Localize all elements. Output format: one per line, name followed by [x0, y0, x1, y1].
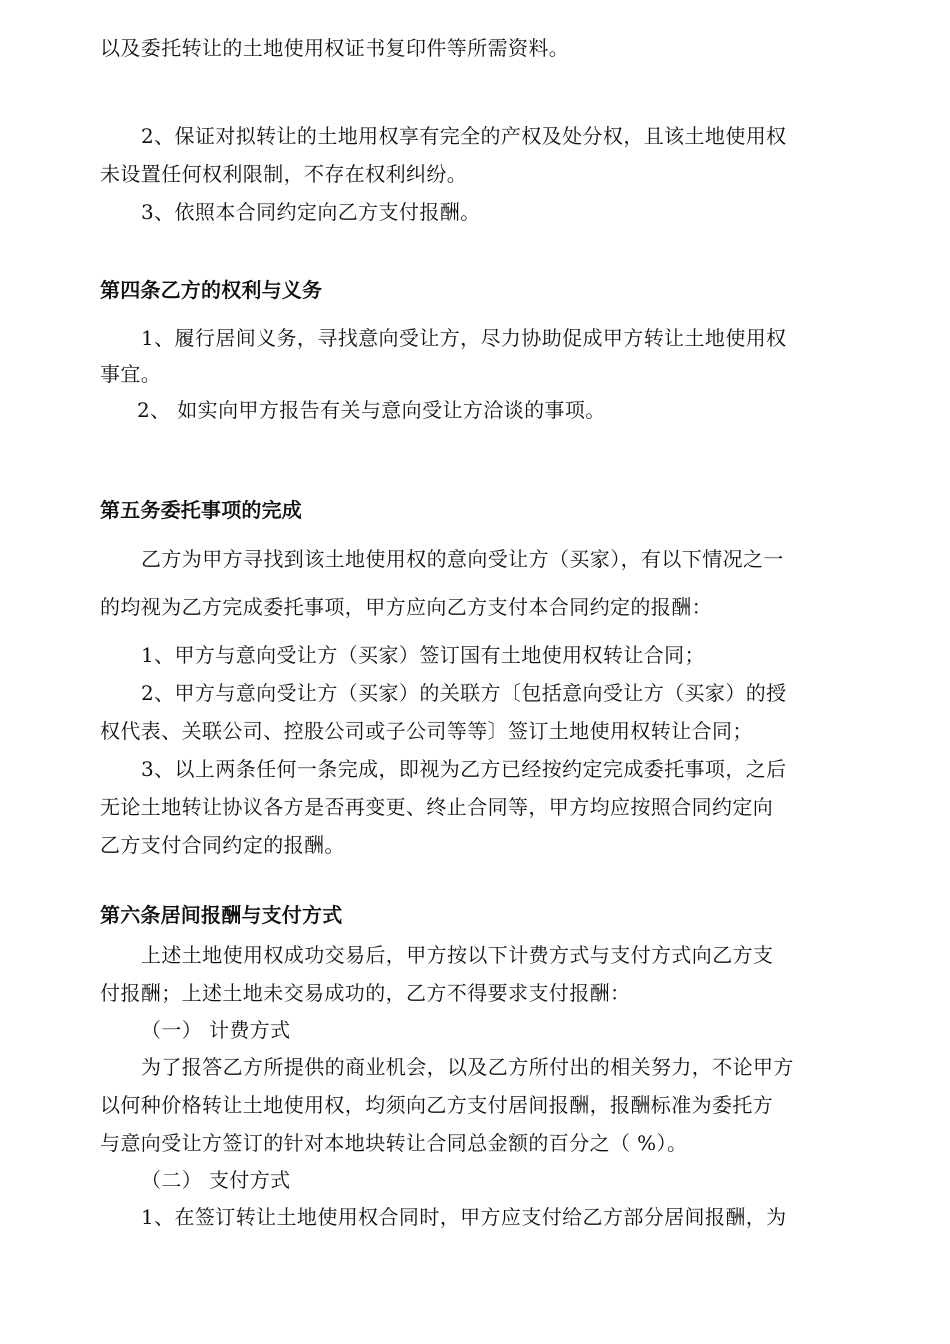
section-heading: 第六条居间报酬与支付方式 [100, 903, 343, 927]
paragraph-line: 以及委托转让的土地使用权证书复印件等所需资料。 [100, 36, 570, 60]
paragraph-line: 权代表、关联公司、控股公司或子公司等等〕签订土地使用权转让合同； [100, 719, 753, 743]
paragraph-line: 事宜。 [100, 362, 162, 386]
clause-item: 1、在签订转让土地使用权合同时，甲方应支付给乙方部分居间报酬，为 [141, 1205, 787, 1229]
paragraph-line: 上述土地使用权成功交易后，甲方按以下计费方式与支付方式向乙方支 [141, 943, 774, 967]
subsection-heading: （二） 支付方式 [141, 1168, 291, 1192]
clause-item: 2、甲方与意向受让方（买家）的关联方〔包括意向受让方（买家）的授 [141, 681, 787, 705]
paragraph-line: 乙方为甲方寻找到该土地使用权的意向受让方（买家），有以下情况之一 [141, 547, 784, 571]
section-heading: 第四条乙方的权利与义务 [100, 278, 323, 302]
clause-item: 1、履行居间义务，寻找意向受让方，尽力协助促成甲方转让土地使用权 [141, 326, 787, 350]
paragraph-line: 为了报答乙方所提供的商业机会，以及乙方所付出的相关努力，不论甲方 [141, 1055, 794, 1079]
clause-item: 1、甲方与意向受让方（买家）签订国有土地使用权转让合同； [141, 643, 705, 667]
clause-item: 3、以上两条任何一条完成，即视为乙方已经按约定完成委托事项，之后 [141, 757, 787, 781]
clause-item: 2、保证对拟转让的土地用权享有完全的产权及处分权，且该土地使用权 [141, 124, 787, 148]
section-heading: 第五务委托事项的完成 [100, 498, 302, 522]
paragraph-line: 与意向受让方签订的针对本地块转让合同总金额的百分之（ %）。 [100, 1131, 688, 1155]
paragraph-line: 付报酬；上述土地未交易成功的，乙方不得要求支付报酬： [100, 981, 631, 1005]
clause-item: 3、依照本合同约定向乙方支付报酬。 [141, 200, 481, 224]
paragraph-line: 无论土地转让协议各方是否再变更、终止合同等，甲方均应按照合同约定向 [100, 795, 774, 819]
paragraph-line: 的均视为乙方完成委托事项，甲方应向乙方支付本合同约定的报酬： [100, 595, 712, 619]
paragraph-line: 未设置任何权利限制，不存在权利纠纷。 [100, 162, 468, 186]
clause-item: 2、 如实向甲方报告有关与意向受让方洽谈的事项。 [137, 398, 606, 422]
paragraph-line: 乙方支付合同约定的报酬。 [100, 833, 345, 857]
subsection-heading: （一） 计费方式 [141, 1018, 291, 1042]
paragraph-line: 以何种价格转让土地使用权，均须向乙方支付居间报酬，报酬标准为委托方 [100, 1093, 774, 1117]
